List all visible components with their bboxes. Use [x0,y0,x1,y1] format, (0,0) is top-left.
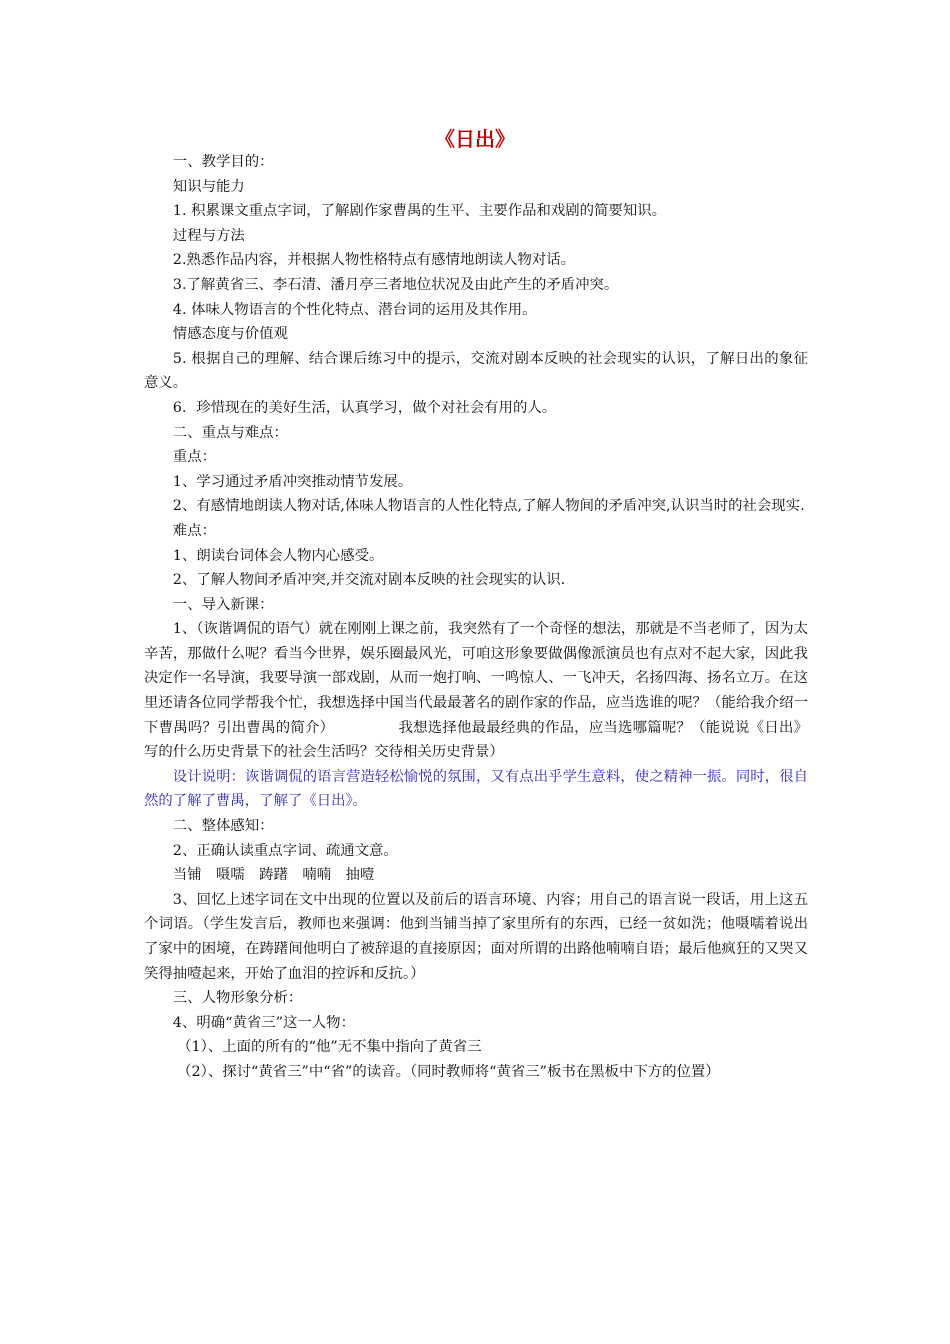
objective-item: 5. 根据自己的理解、结合课后练习中的提示，交流对剧本反映的社会现实的认识，了解日出的象征意义。 [144,350,808,392]
intro-text-part2: 我想选择他最最经典的作品，应当选哪篇呢？（能说说《日出》写的什么历史背景下的社会生活吗？交待相关历史背景） [144,719,808,761]
objective-item: 6．珍惜现在的美好生活，认真学习，做个对社会有用的人。 [172,399,557,416]
key-point-item: 2、有感情地朗读人物对话,体味人物语言的人性化特点,了解人物间的矛盾冲突,认识当时的社会现实. [172,498,805,515]
subheading-emotion: 情感态度与价值观 [172,326,288,343]
overview-item: 3、回忆上述字词在文中出现的位置以及前后的语言环境、内容；用自己的语言说一段话，用上这五个词语。（学生发言后，教师也来强调：他到当铺当掉了家里所有的东西，已经一贫如洗；他嗫嚅着说出了家中的困境，在踌躇间他明白了被辞退的直接原因；面对所谓的出路他喃喃自语；最后他疯狂的又哭又笑得抽噎起来，开始了血泪的控诉和反抗。） [144,891,808,982]
document-title: 《日出》 [435,127,515,151]
section-heading-intro: 一、导入新课： [172,596,274,613]
objective-item: 3.了解黄省三、李石清、潘月亭三者地位状况及由此产生的矛盾冲突。 [172,276,619,293]
document-body [144,150,808,1085]
overview-item: 2、正确认读重点字词、疏通文意。 [172,842,398,859]
difficulty-item: 1、朗读台词体会人物内心感受。 [172,547,384,564]
subheading-key: 重点： [172,449,216,466]
section-heading-objectives: 一、教学目的： [172,154,274,170]
difficulty-item: 2、了解人物间矛盾冲突,并交流对剧本反映的社会现实的认识. [172,572,566,589]
objective-item: 4. 体味人物语言的个性化特点、潜台词的运用及其作用。 [172,301,537,318]
character-subitem: （2）、探讨“黄省三”中“省”的读音。（同时教师将“黄省三”板书在黑板中下方的位置） [177,1063,720,1080]
subheading-knowledge: 知识与能力 [172,178,245,195]
objective-item: 1. 积累课文重点字词，了解剧作家曹禺的生平、主要作品和戏剧的简要知识。 [172,203,666,220]
section-heading-overview: 二、整体感知： [172,818,274,835]
subheading-process: 过程与方法 [172,227,245,244]
subheading-difficulty: 难点： [172,522,216,539]
section-heading-character: 三、人物形象分析： [172,990,303,1007]
character-subitem: （1）、上面的所有的“他”无不集中指向了黄省三 [177,1039,482,1056]
objective-item: 2.熟悉作品内容，并根据人物性格特点有感情地朗读人物对话。 [172,252,576,269]
design-note: 设计说明：诙谐调侃的语言营造轻松愉悦的氛围，又有点出乎学生意料，使之精神一振。同时，很自然的了解了曹禺，了解了《日出》。 [144,768,808,810]
key-point-item: 1、学习通过矛盾冲突推动情节发展。 [172,473,413,490]
vocabulary-list: 当铺 嗫嚅 踌躇 喃喃 抽噎 [172,867,375,884]
intro-text-part1: 1、（诙谐调侃的语气）就在刚刚上课之前，我突然有了一个奇怪的想法，那就是不当老师了，因为太辛苦，那做什么呢？看当今世界，娱乐圈最风光，可咱这形象要做偶像派演员也有点对不起大家，因此我决定作一名导演，我要导演一部戏剧，从而一炮打响、一鸣惊人、一飞冲天，名扬四海、扬名立万。在这里还请各位同学帮我个忙，我想选择中国当代最最著名的剧作家的作品，应当选谁的呢？（能给我介绍一下曹禺吗？引出曹禺的简介） [144,621,808,736]
section-heading-key-points: 二、重点与难点： [172,424,288,441]
intro-paragraph [144,617,808,765]
character-item: 4、明确“黄省三”这一人物： [172,1014,355,1031]
